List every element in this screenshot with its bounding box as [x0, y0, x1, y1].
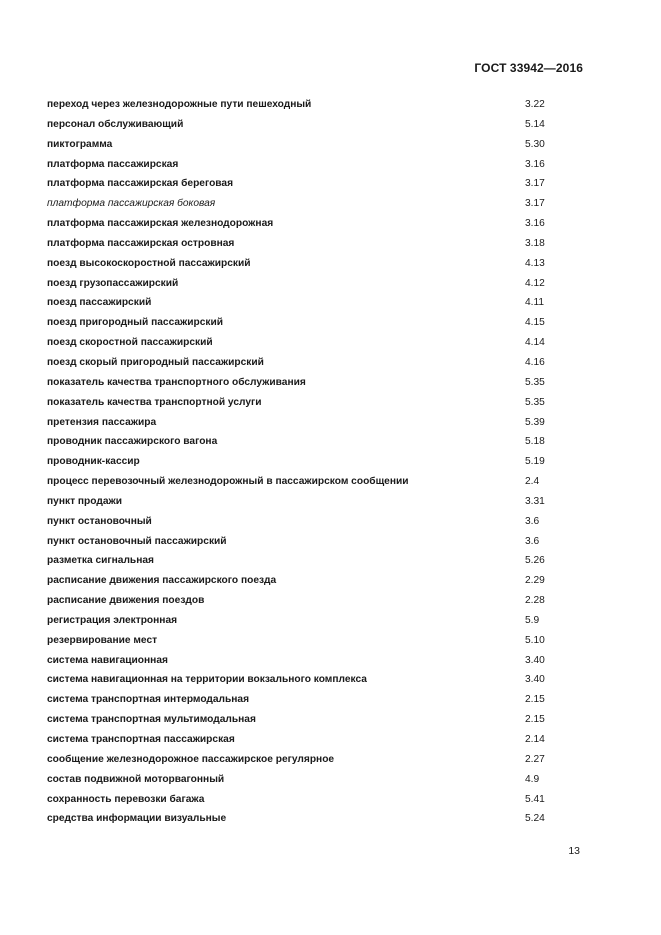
- index-term: сохранность перевозки багажа: [47, 793, 205, 805]
- index-entry: [47, 773, 587, 793]
- index-term: пункт продажи: [47, 495, 122, 507]
- index-reference: 5.24: [525, 813, 545, 825]
- index-entry: [47, 296, 587, 316]
- index-term: процесс перевозочный железнодорожный в пассажирском сообщении: [47, 476, 409, 488]
- index-reference: 2.15: [525, 714, 545, 726]
- index-entry: [47, 356, 587, 376]
- index-term: система навигационная на территории вокзального комплекса: [47, 674, 367, 686]
- index-term: платформа пассажирская береговая: [47, 178, 234, 190]
- index-reference: 3.18: [525, 237, 545, 249]
- index-reference: 4.9: [525, 773, 540, 785]
- index-reference: 5.35: [525, 376, 545, 388]
- index-reference: 2.28: [525, 595, 545, 607]
- index-reference: 4.14: [525, 337, 545, 349]
- index-term: поезд скорый пригородный пассажирский: [47, 356, 264, 368]
- index-reference: 3.17: [525, 198, 545, 210]
- index-term: разметка сигнальная: [47, 555, 154, 567]
- document-standard-code: ГОСТ 33942—2016: [474, 61, 583, 75]
- index-reference: 4.12: [525, 277, 545, 289]
- index-reference: 4.15: [525, 317, 545, 329]
- index-term: система транспортная мультимодальная: [47, 714, 256, 726]
- index-reference: 4.13: [525, 257, 545, 269]
- index-reference: 4.11: [525, 297, 545, 309]
- index-term: показатель качества транспортной услуги: [47, 396, 262, 408]
- index-entry: [47, 753, 587, 773]
- index-term: резервирование мест: [47, 634, 158, 646]
- index-term: поезд скоростной пассажирский: [47, 337, 213, 349]
- index-term: система транспортная пассажирская: [47, 734, 235, 745]
- index-reference: 2.29: [525, 575, 545, 587]
- index-reference: 3.40: [525, 654, 545, 666]
- index-reference: 4.16: [525, 356, 545, 368]
- index-entry: [47, 416, 587, 436]
- index-entry: [47, 793, 587, 813]
- index-term: персонал обслуживающий: [47, 118, 184, 130]
- index-term: поезд пассажирский: [47, 297, 152, 309]
- index-reference: 3.17: [525, 178, 545, 190]
- index-entry: [47, 257, 587, 277]
- page-number: 13: [568, 845, 580, 857]
- index-entry: [47, 574, 587, 594]
- index-entry: [47, 197, 587, 217]
- index-term: пункт остановочный пассажирский: [47, 535, 227, 547]
- index-entry: [47, 634, 587, 654]
- index-reference: 2.27: [525, 753, 545, 765]
- index-reference: 3.16: [525, 218, 545, 230]
- index-entry: [47, 693, 587, 713]
- index-reference: 5.19: [525, 456, 545, 468]
- index-entry: [47, 237, 587, 257]
- index-entry: [47, 316, 587, 336]
- index-entry: [47, 217, 587, 237]
- index-term: состав подвижной моторвагонный: [47, 773, 225, 785]
- index-entry: [47, 98, 587, 118]
- index-reference: 3.16: [525, 158, 545, 170]
- term-index-list: [47, 98, 587, 832]
- index-entry: [47, 177, 587, 197]
- index-reference: 5.9: [525, 614, 540, 626]
- index-term: переход через железнодорожные пути пешеходный: [47, 99, 312, 110]
- index-reference: 5.35: [525, 396, 545, 408]
- index-entry: [47, 336, 587, 356]
- index-term: система навигационная: [47, 654, 168, 666]
- index-entry: [47, 654, 587, 674]
- index-term: платформа пассажирская: [47, 158, 179, 170]
- index-reference: 2.15: [525, 694, 545, 706]
- index-entry: [47, 673, 587, 693]
- index-reference: 5.14: [525, 118, 545, 130]
- index-entry: [47, 118, 587, 138]
- index-reference: 2.4: [525, 476, 540, 488]
- index-term: расписание движения пассажирского поезда: [47, 575, 277, 587]
- index-term: регистрация электронная: [47, 614, 178, 626]
- index-entry: [47, 614, 587, 634]
- index-term: пиктограмма: [47, 138, 113, 150]
- index-term: показатель качества транспортного обслуживания: [47, 376, 306, 388]
- index-term: платформа пассажирская железнодорожная: [47, 218, 274, 230]
- index-entry: [47, 535, 587, 555]
- index-entry: [47, 435, 587, 455]
- index-term: поезд грузопассажирский: [47, 277, 179, 289]
- index-entry: [47, 594, 587, 614]
- index-term: проводник-кассир: [47, 456, 140, 468]
- index-reference: 2.14: [525, 734, 545, 745]
- index-term: средства информации визуальные: [47, 813, 227, 825]
- index-entry: [47, 495, 587, 515]
- index-term: расписание движения поездов: [47, 595, 205, 607]
- index-reference: 5.18: [525, 436, 545, 448]
- index-entry: [47, 158, 587, 178]
- index-reference: 3.6: [525, 535, 540, 547]
- index-term: система транспортная интермодальная: [47, 694, 250, 706]
- index-reference: 3.31: [525, 495, 545, 507]
- index-term: претензия пассажира: [47, 416, 157, 428]
- index-term: проводник пассажирского вагона: [47, 436, 218, 448]
- index-term: пункт остановочный: [47, 515, 152, 527]
- index-entry: [47, 475, 587, 495]
- index-term: платформа пассажирская островная: [47, 237, 235, 249]
- index-reference: 3.6: [525, 515, 540, 527]
- index-reference: 3.22: [525, 99, 545, 110]
- index-term: сообщение железнодорожное пассажирское регулярное: [47, 753, 335, 765]
- index-entry: [47, 138, 587, 158]
- index-reference: 5.26: [525, 555, 545, 567]
- index-entry: [47, 376, 587, 396]
- index-reference: 3.40: [525, 674, 545, 686]
- index-entry: [47, 277, 587, 297]
- index-term: поезд высокоскоростной пассажирский: [47, 257, 251, 269]
- index-term: поезд пригородный пассажирский: [47, 317, 224, 329]
- index-entry: [47, 733, 587, 753]
- index-reference: 5.41: [525, 793, 545, 805]
- index-reference: 5.10: [525, 634, 545, 646]
- index-entry: [47, 554, 587, 574]
- index-entry: [47, 515, 587, 535]
- index-entry: [47, 713, 587, 733]
- index-entry: [47, 455, 587, 475]
- index-reference: 5.39: [525, 416, 545, 428]
- index-reference: 5.30: [525, 138, 545, 150]
- index-term: платформа пассажирская боковая: [47, 198, 216, 210]
- index-entry: [47, 812, 587, 832]
- index-entry: [47, 396, 587, 416]
